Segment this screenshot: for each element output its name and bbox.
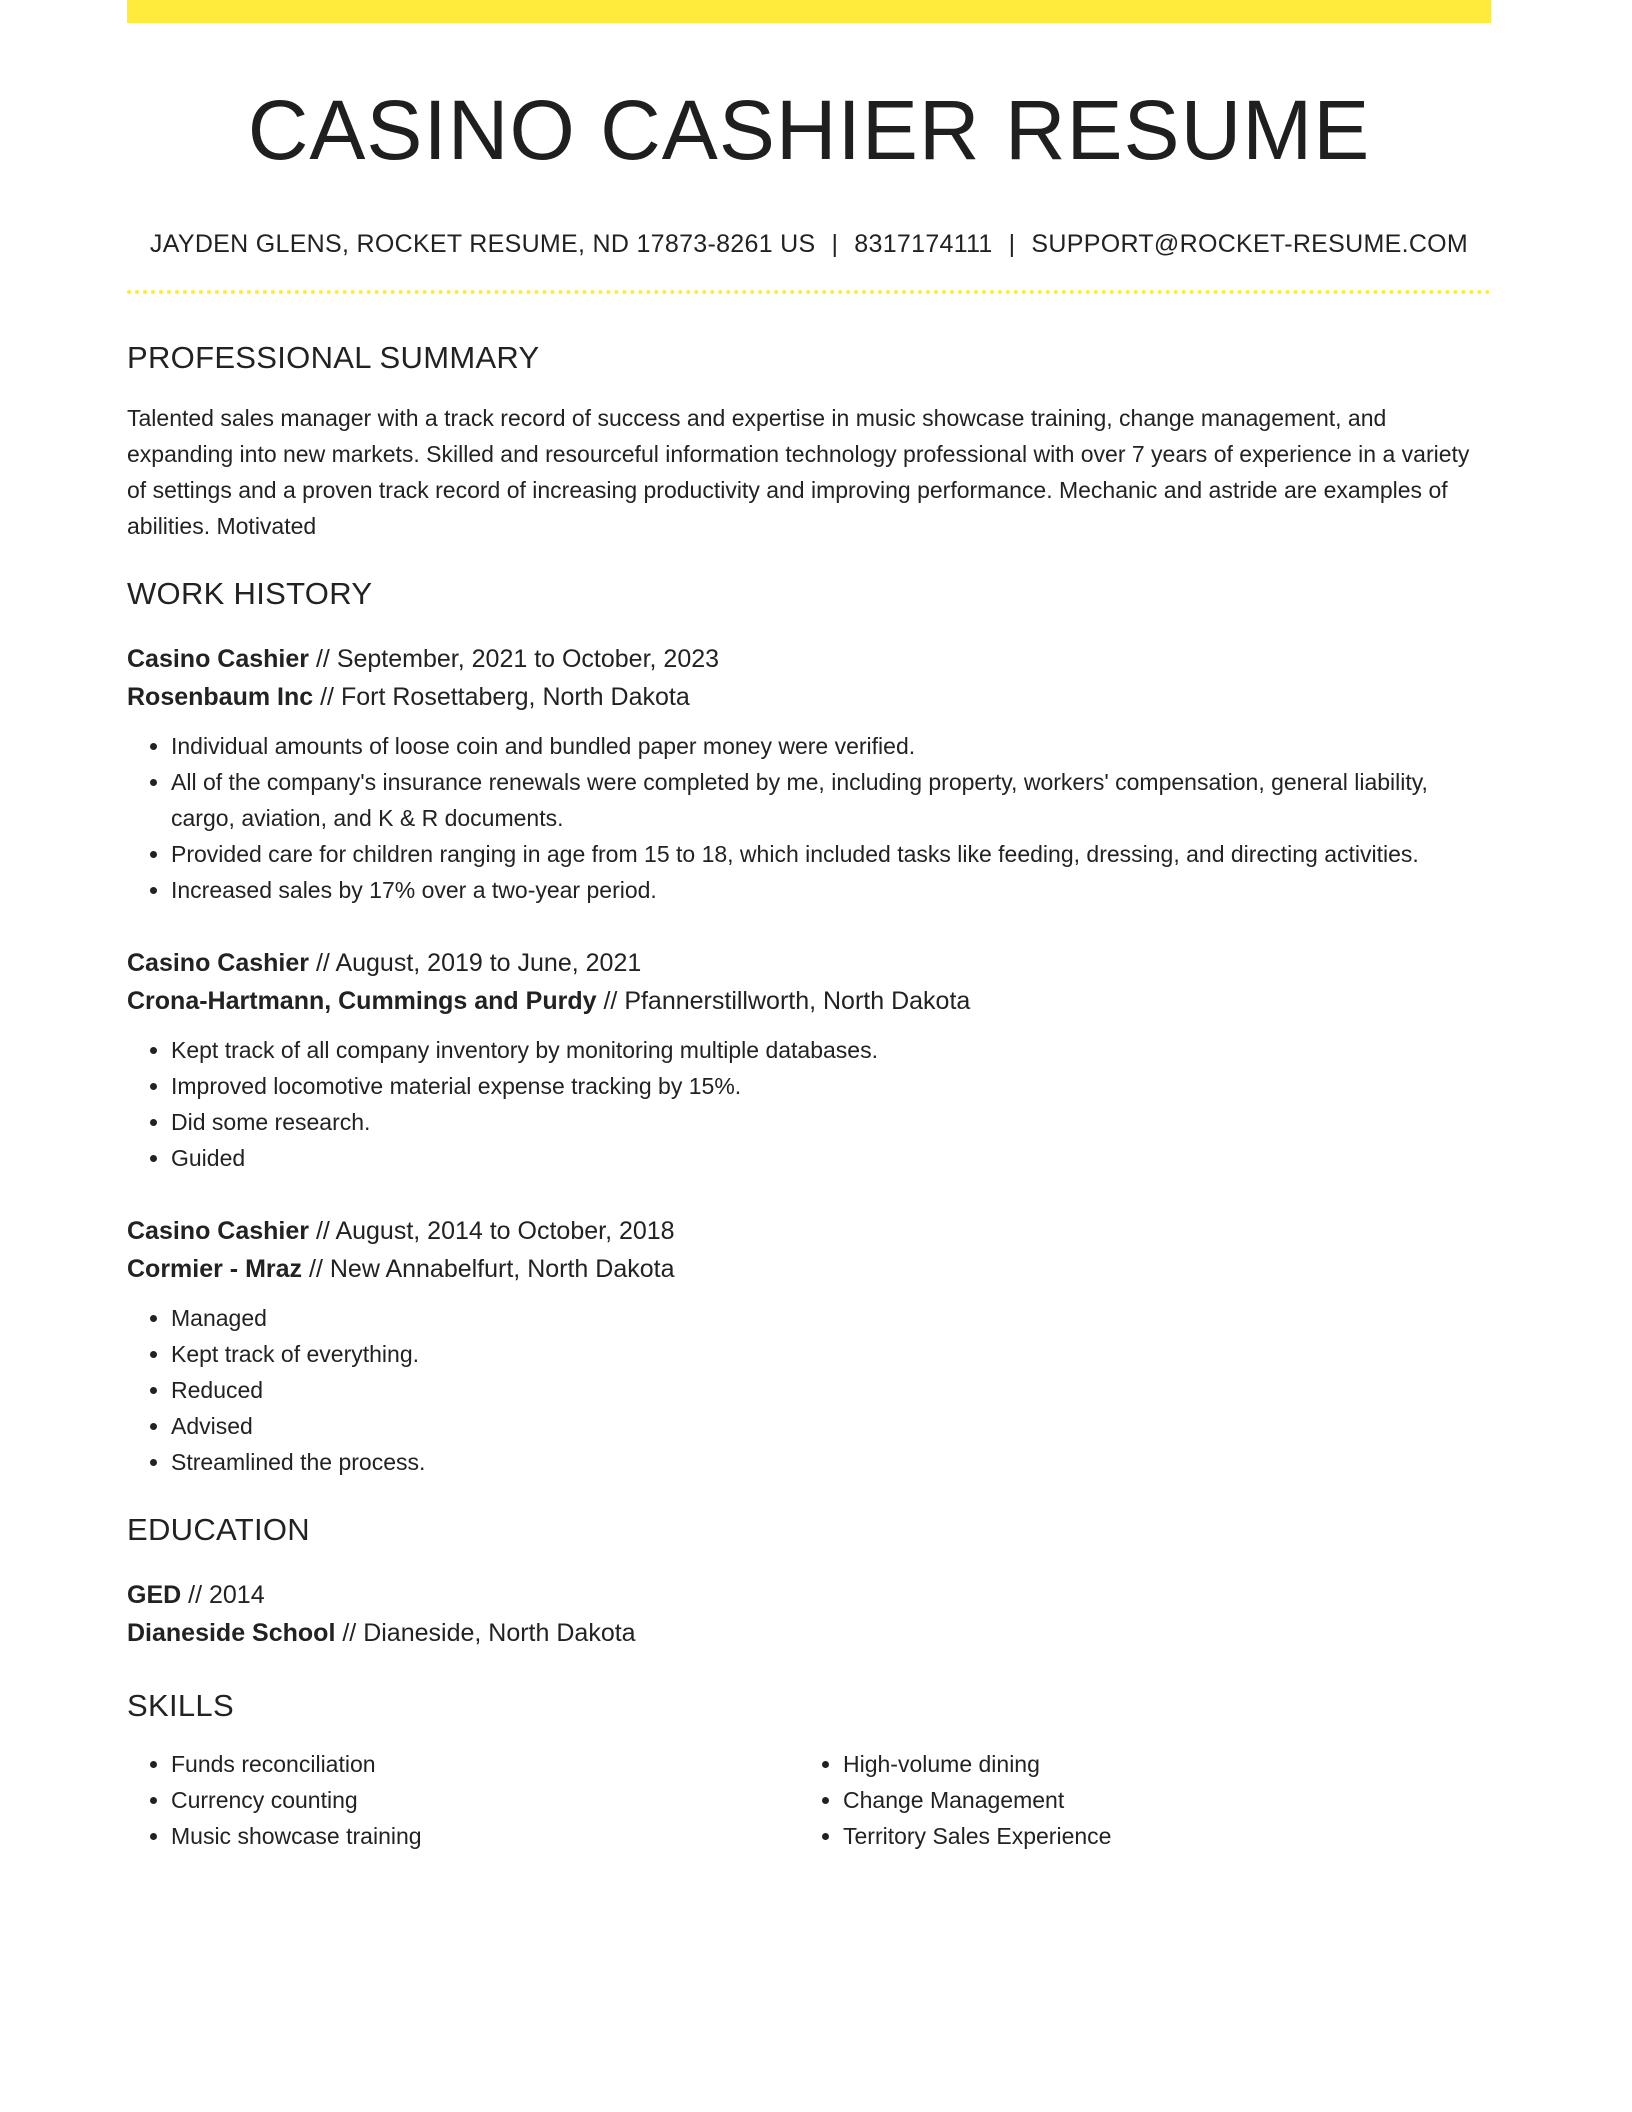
job-title: Casino Cashier: [127, 645, 310, 673]
job-location: Pfannerstillworth, North Dakota: [624, 987, 971, 1015]
divider: //: [188, 1581, 203, 1609]
summary-text: Talented sales manager with a track record of success and expertise in music showcase training, change management, and expanding into new markets. Skilled and resourceful information technology professional with over 7 years of experience in a variety of settings and a proven track record of increasing productivity and improving performance. Mechanic and astride are examples of abilities. Motivated: [127, 405, 1470, 539]
divider: //: [315, 949, 330, 977]
resume-content: [127, 0, 1491, 1854]
job-title-line: [127, 944, 1491, 982]
job-title: Casino Cashier: [127, 949, 310, 977]
summary-heading: PROFESSIONAL SUMMARY: [127, 340, 540, 375]
list-item: • Increased sales by 17% over a two-year period.: [171, 872, 1491, 908]
list-item: • High-volume dining: [843, 1746, 1471, 1782]
list-item: • Change Management: [843, 1782, 1471, 1818]
divider: //: [315, 645, 330, 673]
list-item: • Improved locomotive material expense tracking by 15%.: [171, 1068, 1491, 1104]
job-dates: September, 2021 to October, 2023: [336, 645, 720, 673]
list-item: • Currency counting: [171, 1782, 799, 1818]
education-entry: [127, 1576, 1491, 1652]
skills-column-right: [799, 1746, 1471, 1854]
job-entry: [127, 1212, 1491, 1480]
job-location: New Annabelfurt, North Dakota: [329, 1255, 675, 1283]
contact-line: [127, 228, 1491, 260]
dotted-divider: [127, 290, 1491, 294]
job-company: Rosenbaum Inc: [127, 683, 314, 711]
job-title-line: [127, 1212, 1491, 1250]
list-item: • Guided: [171, 1140, 1491, 1176]
list-item: • Music showcase training: [171, 1818, 799, 1854]
education-school-line: [127, 1614, 1491, 1652]
list-item: • Managed: [171, 1300, 1491, 1336]
job-company-line: [127, 982, 1491, 1020]
list-item: • Reduced: [171, 1372, 1491, 1408]
job-bullets: [127, 1300, 1491, 1480]
list-item: • Advised: [171, 1408, 1491, 1444]
list-item: • Did some research.: [171, 1104, 1491, 1140]
job-dates: August, 2014 to October, 2018: [335, 1217, 675, 1245]
list-item: • Kept track of everything.: [171, 1336, 1491, 1372]
job-entry: [127, 944, 1491, 1176]
job-company: Cormier - Mraz: [127, 1255, 303, 1283]
divider: //: [309, 1255, 323, 1283]
job-location: Fort Rosettaberg, North Dakota: [340, 683, 690, 711]
divider: //: [320, 683, 335, 711]
skills-heading: SKILLS: [127, 1688, 234, 1723]
education-year: 2014: [209, 1581, 265, 1609]
contact-phone: 8317174111: [854, 230, 993, 258]
job-bullets: [127, 1032, 1491, 1176]
job-title: Casino Cashier: [127, 1217, 310, 1245]
education-heading: EDUCATION: [127, 1512, 310, 1547]
education-degree: GED: [127, 1581, 182, 1609]
list-item: • Territory Sales Experience: [843, 1818, 1471, 1854]
divider: //: [603, 987, 618, 1015]
list-item: • Individual amounts of loose coin and bundled paper money were verified.: [171, 728, 1491, 764]
list-item: • All of the company's insurance renewals were completed by me, including property, workers' compensation, general liability, cargo, aviation, and K & R documents.: [171, 764, 1491, 836]
job-entry: [127, 640, 1491, 908]
skills-list: [127, 1746, 799, 1854]
divider: //: [342, 1619, 357, 1647]
job-company-line: [127, 678, 1491, 716]
contact-separator: |: [1008, 230, 1016, 258]
job-company-line: [127, 1250, 1491, 1288]
job-dates: August, 2019 to June, 2021: [335, 949, 642, 977]
skills-grid: [127, 1746, 1491, 1854]
contact-address: JAYDEN GLENS, ROCKET RESUME, ND 17873-8261 US: [149, 230, 816, 258]
job-company: Crona-Hartmann, Cummings and Purdy: [127, 987, 597, 1015]
education-location: Dianeside, North Dakota: [363, 1619, 636, 1647]
skills-list: [799, 1746, 1471, 1854]
skills-column-left: [127, 1746, 799, 1854]
list-item: • Funds reconciliation: [171, 1746, 799, 1782]
list-item: • Provided care for children ranging in age from 15 to 18, which included tasks like feeding, dressing, and directing activities.: [171, 836, 1491, 872]
list-item: • Streamlined the process.: [171, 1444, 1491, 1480]
resume-title: CASINO CASHIER RESUME: [247, 83, 1371, 177]
job-title-line: [127, 640, 1491, 678]
divider: //: [315, 1217, 330, 1245]
education-degree-line: [127, 1576, 1491, 1614]
work-history-heading: WORK HISTORY: [127, 576, 373, 611]
job-bullets: [127, 728, 1491, 908]
list-item: • Kept track of all company inventory by monitoring multiple databases.: [171, 1032, 1491, 1068]
education-school: Dianeside School: [127, 1619, 336, 1647]
contact-email: SUPPORT@ROCKET-RESUME.COM: [1031, 230, 1469, 258]
contact-separator: |: [831, 230, 839, 258]
